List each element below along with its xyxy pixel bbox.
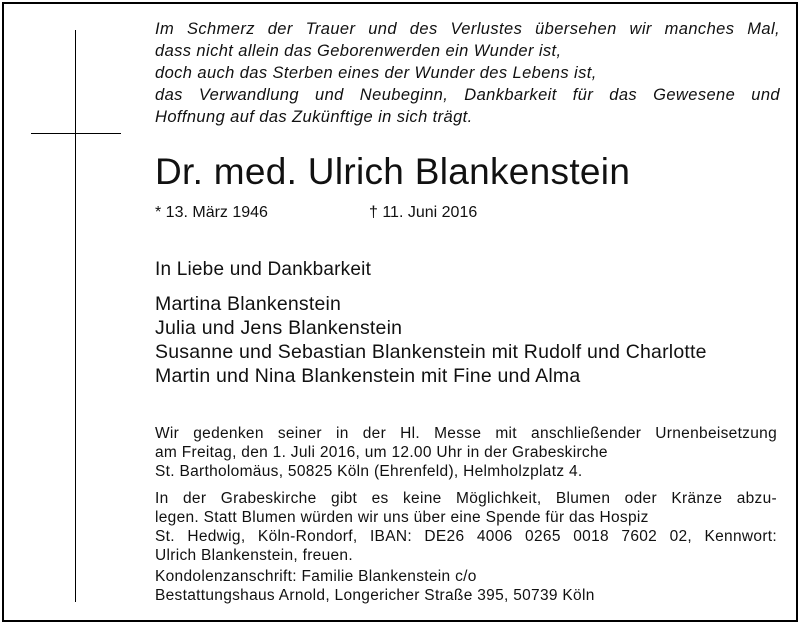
- memorial-poem: [155, 18, 780, 128]
- donation-line: legen. Statt Blumen würden wir uns über eine Spende für das Hospiz: [155, 509, 649, 526]
- poem-line: Im Schmerz der Trauer und des Verlustes übersehen wir manches Mal,: [155, 20, 780, 38]
- family-member: Martin und Nina Blankenstein mit Fine und Alma: [155, 365, 581, 387]
- cross-vertical-bar: [75, 30, 76, 602]
- death-date: † 11. Juni 2016: [369, 204, 478, 221]
- family-list: [155, 292, 707, 388]
- cross-horizontal-bar: [31, 133, 121, 134]
- donation-line: In der Grabeskirche gibt es keine Möglichkeit, Blumen oder Kränze abzu-: [155, 490, 777, 507]
- family-member: Martina Blankenstein: [155, 293, 342, 315]
- family-member: Julia und Jens Blankenstein: [155, 317, 403, 339]
- poem-line: doch auch das Sterben eines der Wunder des Lebens ist,: [155, 64, 597, 82]
- poem-line: Hoffnung auf das Zukünftige in sich trägt.: [155, 108, 473, 126]
- donation-line: St. Hedwig, Köln-Rondorf, IBAN: DE26 4006 0265 0018 7602 02, Kennwort:: [155, 528, 777, 545]
- family-member: Susanne und Sebastian Blankenstein mit Rudolf und Charlotte: [155, 341, 707, 363]
- service-line: Wir gedenken seiner in der Hl. Messe mit anschließender Urnenbeisetzung: [155, 425, 777, 442]
- dedication-line: In Liebe und Dankbarkeit: [155, 259, 372, 280]
- donation-paragraph: [155, 489, 777, 565]
- poem-line: das Verwandlung und Neubeginn, Dankbarkeit für das Gewesene und: [155, 86, 780, 104]
- condolence-address: [155, 567, 777, 605]
- service-line: am Freitag, den 1. Juli 2016, um 12.00 Uhr in der Grabeskirche: [155, 444, 608, 461]
- donation-line: Ulrich Blankenstein, freuen.: [155, 547, 353, 564]
- service-line: St. Bartholomäus, 50825 Köln (Ehrenfeld), Helmholzplatz 4.: [155, 463, 583, 480]
- deceased-name: Dr. med. Ulrich Blankenstein: [155, 151, 631, 192]
- address-line: Bestattungshaus Arnold, Longericher Straße 395, 50739 Köln: [155, 587, 595, 604]
- service-paragraph: [155, 424, 777, 481]
- poem-line: dass nicht allein das Geborenwerden ein Wunder ist,: [155, 42, 562, 60]
- birth-date: * 13. März 1946: [155, 204, 268, 221]
- address-line: Kondolenzanschrift: Familie Blankenstein c/o: [155, 568, 477, 585]
